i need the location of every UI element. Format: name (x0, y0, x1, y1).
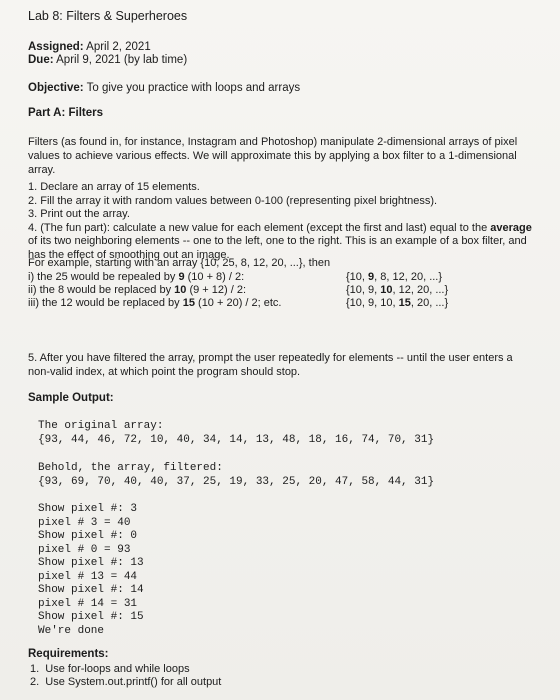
session-line: Show pixel #: 14 (38, 584, 144, 596)
due-label: Due: (28, 54, 54, 66)
step-1: 1. Declare an array of 15 elements. (28, 181, 200, 193)
example-3-left-a: iii) the 12 would be replaced by (28, 297, 183, 309)
example-2-right-c: , 12, 20, ...} (392, 284, 449, 296)
session-line: pixel # 13 = 44 (38, 570, 138, 583)
example-1-right-c: , 8, 12, 20, ...} (374, 271, 443, 283)
requirements-heading: Requirements: (28, 648, 109, 660)
page-title: Lab 8: Filters & Superheroes (28, 9, 188, 23)
requirement-item: 1. Use for-loops and while loops (30, 663, 190, 675)
example-2-right-a: {10, 9, (346, 284, 381, 296)
session-line: Show pixel #: 3 (38, 503, 138, 515)
step-5: 5. After you have filtered the array, prompt the user repeatedly for elements -- until the user enters a non-valid index, at which point the program should stop. (28, 352, 513, 378)
dates-block (28, 41, 187, 67)
example-3-left (28, 297, 282, 309)
due-line (28, 54, 187, 67)
objective-label: Objective: (28, 82, 84, 94)
example-2-right-bold: 10 (380, 284, 393, 296)
example-1-right-bold: 9 (368, 271, 375, 283)
step-4-average: average (490, 221, 532, 234)
step-4-text-c: of its two neighboring elements -- one to the left, one to the right. This is an example of a box filter, and has the effect of smoothing out an image. (28, 235, 527, 261)
sample-output-heading: Sample Output: (28, 392, 114, 404)
filtered-array-label: Behold, the array, filtered: (38, 462, 223, 474)
example-3-right-a: {10, 9, 10, (346, 297, 399, 309)
session-line: pixel # 0 = 93 (38, 543, 131, 556)
example-1-left-c: (10 + 8) / 2: (184, 271, 245, 283)
objective-text: To give you practice with loops and arrays (83, 82, 301, 94)
session-line: pixel # 3 = 40 (38, 516, 131, 529)
assigned-label: Assigned: (28, 41, 84, 53)
example-3-right-bold: 15 (398, 297, 411, 309)
example-1-left-a: i) the 25 would be repealed by (28, 271, 179, 283)
example-2-left (28, 284, 246, 296)
objective-line (28, 82, 300, 94)
step-4 (28, 222, 538, 263)
filtered-array-block (38, 462, 434, 489)
step-2: 2. Fill the array it with random values between 0-100 (representing pixel brightness). (28, 194, 438, 207)
example-1-left-bold: 9 (178, 271, 185, 283)
example-3-left-bold: 15 (182, 297, 195, 309)
session-output (38, 503, 144, 638)
part-a-heading: Part A: Filters (28, 107, 103, 119)
example-3-left-c: (10 + 20) / 2; etc. (194, 297, 282, 309)
example-1-left (28, 271, 244, 283)
step-3: 3. Print out the array. (28, 208, 130, 220)
session-line: We're done (38, 624, 105, 637)
example-3-right-c: , 20, ...} (410, 297, 449, 309)
original-array-values: {93, 44, 46, 72, 10, 40, 34, 14, 13, 48, 18, 16, 74, 70, 31} (38, 433, 435, 446)
original-array-label: The original array: (38, 420, 164, 432)
example-1-right-a: {10, (346, 271, 369, 283)
requirement-item: 2. Use System.out.printf() for all output (30, 675, 222, 688)
example-3-right (346, 297, 448, 309)
step-4-text-a: 4. (The fun part): calculate a new value for each element (except the first and last) equal to the (28, 221, 491, 234)
example-2-left-bold: 10 (174, 284, 187, 296)
assigned-value: April 2, 2021 (83, 41, 151, 53)
session-line: Show pixel #: 0 (38, 530, 138, 542)
session-line: pixel # 14 = 31 (38, 597, 138, 610)
intro-paragraph: Filters (as found in, for instance, Instagram and Photoshop) manipulate 2-dimensional arrays of pixel values to achieve various effects. We will approximate this by applying a box filter to a 1-dimensional array. (28, 136, 518, 176)
assigned-line (28, 41, 187, 54)
due-value: April 9, 2021 (by lab time) (53, 54, 188, 66)
example-2-right (346, 284, 448, 296)
requirements-list (30, 663, 221, 688)
example-2-left-a: ii) the 8 would be replaced by (28, 284, 175, 296)
filtered-array-values: {93, 69, 70, 40, 40, 37, 25, 19, 33, 25, 20, 47, 58, 44, 31} (38, 475, 435, 488)
steps-list (28, 181, 538, 262)
session-line: Show pixel #: 15 (38, 611, 144, 623)
example-2-left-c: (9 + 12) / 2: (186, 284, 247, 296)
example-1-right (346, 271, 442, 283)
session-line: Show pixel #: 13 (38, 557, 144, 569)
example-intro: For example, starting with an array {10, 25, 8, 12, 20, ...}, then (28, 257, 331, 269)
original-array-block (38, 420, 434, 447)
